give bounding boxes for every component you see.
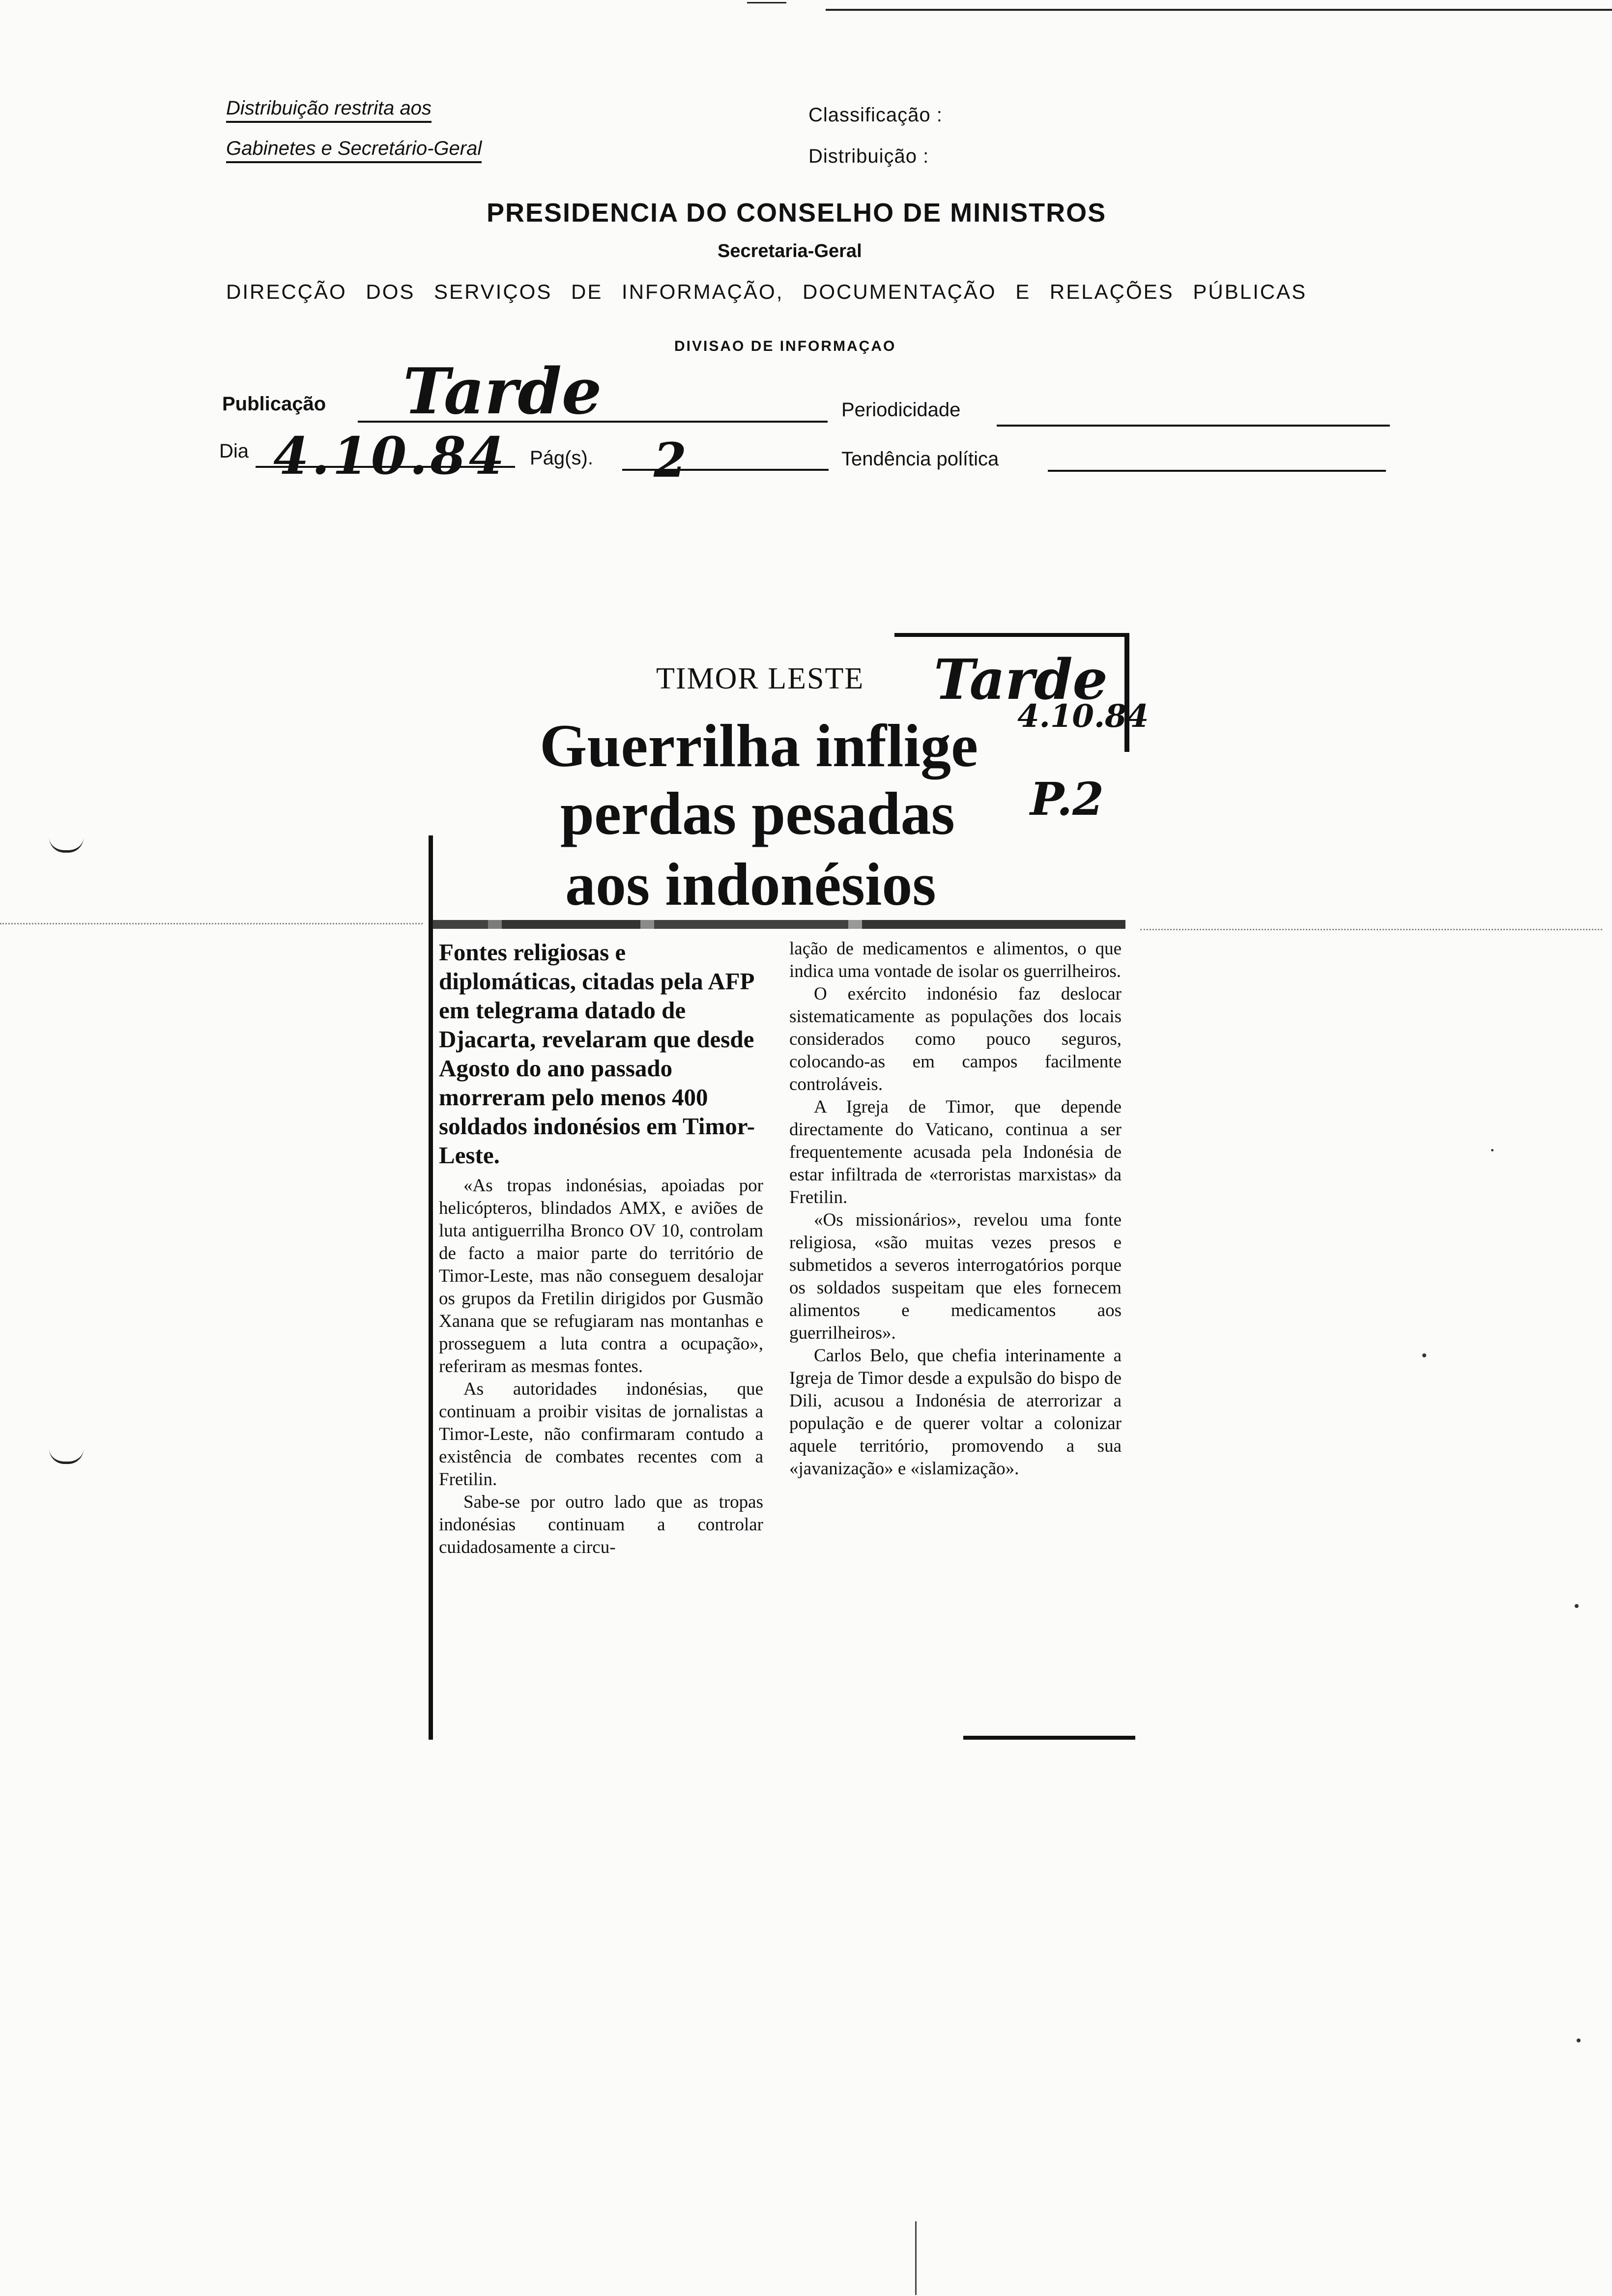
paragraph: Sabe-se por outro lado que as tropas indonésias continuam a controlar cuidadosamente a circu- — [439, 1492, 763, 1557]
paragraph: «Os missionários», revelou uma fonte religiosa, «são muitas vezes presos e submetidos a severos interrogatórios porque os soldados suspeitam que eles fornecem alimentos e medicamentos aos guerrilheiros». — [789, 1210, 1122, 1343]
article-column-2 — [789, 938, 1122, 1480]
classification-label: Classificação : — [808, 104, 943, 126]
periodicity-line — [997, 425, 1390, 427]
clipping-handwritten-source: Tarde — [934, 648, 1108, 712]
clipping-border-top — [894, 633, 1129, 637]
clipping-handwritten-date: 4.10.84 — [1017, 698, 1149, 735]
distribution-label: Distribuição : — [808, 145, 929, 167]
restriction-line-2: Gabinetes e Secretário-Geral — [226, 138, 482, 160]
clipping-handwritten-page: P.2 — [1030, 773, 1104, 826]
article-column-1 — [439, 938, 763, 1559]
scan-noise-line — [0, 923, 423, 924]
scan-speck — [1575, 1604, 1579, 1608]
article-kicker: TIMOR LESTE — [656, 662, 864, 695]
scan-mark — [49, 1449, 84, 1464]
paragraph: As autoridades indonésias, que continuam a proibir visitas de jornalistas a Timor-Leste, não confirmaram contudo a existência de combates recentes com a Fretilin. — [439, 1379, 763, 1490]
pages-label: Pág(s). — [530, 447, 593, 469]
periodicity-label: Periodicidade — [841, 399, 961, 421]
scan-artifact — [826, 9, 1612, 11]
scan-speck — [1577, 2038, 1581, 2042]
publication-label: Publicação — [222, 393, 326, 415]
directorate: DIRECÇÃO DOS SERVIÇOS DE INFORMAÇÃO, DOCUMENTAÇÃO E RELAÇÕES PÚBLICAS — [226, 280, 1307, 303]
tendency-label: Tendência política — [841, 448, 999, 470]
headline-rule — [432, 920, 1125, 929]
publication-handwritten: Tarde — [403, 355, 602, 429]
scan-speck — [1491, 1149, 1494, 1151]
scan-noise-line — [1140, 929, 1602, 930]
division: DIVISAO DE INFORMAÇAO — [674, 338, 896, 354]
scan-speck — [1422, 1353, 1426, 1357]
scan-mark — [49, 837, 84, 853]
clipping-border-bottom — [963, 1736, 1135, 1740]
paragraph: O exército indonésio faz deslocar sistematicamente as populações dos locais considerados como pouco seguros, colocando-as em campos facilmente controláveis. — [789, 984, 1122, 1094]
pages-handwritten: 2 — [654, 432, 687, 488]
org-title: PRESIDENCIA DO CONSELHO DE MINISTROS — [487, 198, 1107, 228]
clipping-border-left — [429, 835, 433, 1740]
restriction-line-1: Distribuição restrita aos — [226, 97, 432, 119]
pages-line — [622, 469, 829, 471]
paragraph: A Igreja de Timor, que depende directamente do Vaticano, continua a ser frequentemente acusada pela Indonésia de estar infiltrada de «terroristas marxistas» da Fretilin. — [789, 1097, 1122, 1207]
day-label: Dia — [219, 440, 249, 462]
column-1-body — [439, 1175, 763, 1559]
secretariat: Secretaria-Geral — [718, 241, 862, 261]
headline-line-2: perdas pesadas — [560, 780, 955, 847]
headline-line-3: aos indonésios — [565, 851, 936, 918]
paragraph: lação de medicamentos e alimentos, o que indica uma vontade de isolar os guerrilheiros. — [789, 939, 1122, 981]
headline-line-1: Guerrilha inflige — [540, 712, 979, 779]
article-lead: Fontes religiosas e diplomáticas, citadas pela AFP em telegrama datado de Djacarta, revelaram que desde Agosto do ano passado morreram pelo menos 400 soldados indonésios em Timor-Leste. — [439, 939, 755, 1169]
day-handwritten: 4.10.84 — [273, 426, 508, 486]
scan-artifact — [747, 2, 786, 3]
paragraph: Carlos Belo, que chefia interinamente a Igreja de Timor desde a expulsão do bispo de Dili, acusou a Indonésia de aterrorizar a população e de querer voltar a colonizar aquele território, promovendo a sua «javanização» e «islamização». — [789, 1346, 1122, 1479]
scan-mark — [915, 2221, 917, 2295]
paragraph: «As tropas indonésias, apoiadas por helicópteros, blindados AMX, e aviões de luta antiguerrilha Bronco OV 10, controlam de facto a maior parte do território de Timor-Leste, mas não conseguem desalojar os grupos da Fretilin dirigidos por Gusmão Xanana que se refugiaram nas montanhas e prosseguem a luta contra a ocupação», referiram as mesmas fontes. — [439, 1176, 763, 1377]
tendency-line — [1048, 470, 1386, 472]
